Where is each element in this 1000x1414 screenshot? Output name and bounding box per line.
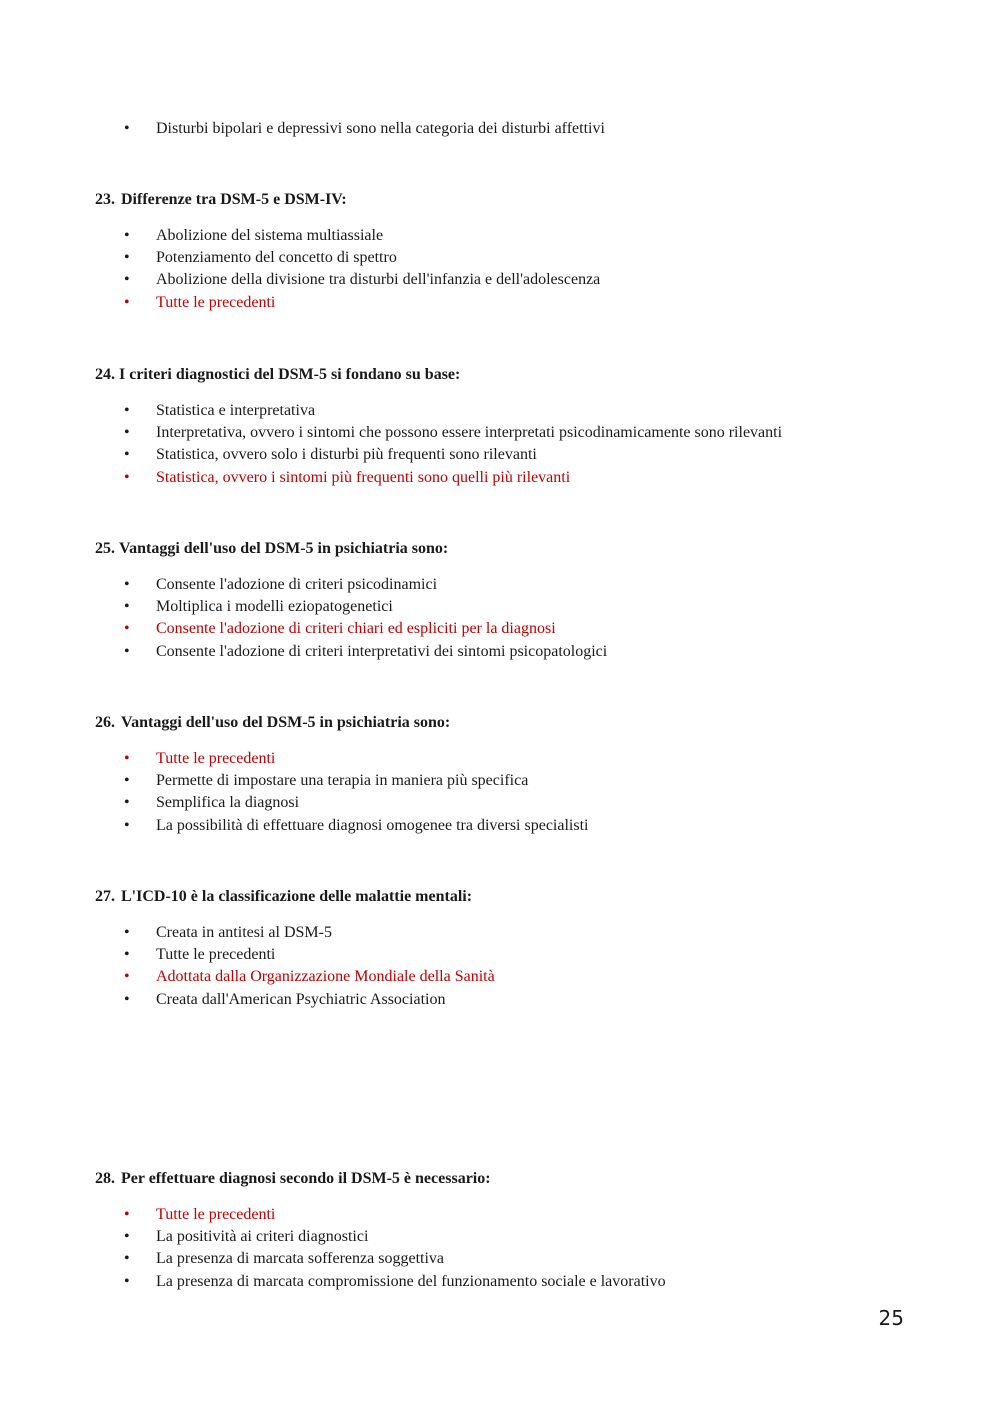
question-text: Differenze tra DSM-5 e DSM-IV:: [121, 191, 347, 208]
correct-option-item: • Statistica, ovvero i sintomi più frequenti sono quelli più rilevanti: [95, 467, 915, 489]
question-text: Vantaggi dell'uso del DSM-5 in psichiatria sono:: [121, 714, 451, 731]
options-list: [95, 400, 915, 489]
correct-option-item: • Tutte le precedenti: [95, 748, 915, 770]
option-item: • Interpretativa, ovvero i sintomi che possono essere interpretati psicodinamicamente sono rilevanti: [95, 422, 915, 444]
options-list: [95, 225, 915, 314]
question-28: [95, 1168, 915, 1293]
question-25: [95, 538, 915, 663]
page-number: 25: [878, 1306, 904, 1330]
option-item: • Creata dall'American Psychiatric Association: [95, 989, 915, 1011]
question-title: [95, 364, 915, 386]
options-list: [95, 1204, 915, 1293]
question-title: [95, 538, 915, 560]
option-item: • La possibilità di effettuare diagnosi omogenee tra diversi specialisti: [95, 815, 915, 837]
option-item: • Abolizione del sistema multiassiale: [95, 225, 915, 247]
question-number: 24.: [95, 366, 115, 383]
correct-option-item: • Tutte le precedenti: [95, 1204, 915, 1226]
option-item: • Semplifica la diagnosi: [95, 792, 915, 814]
option-item: • Moltiplica i modelli eziopatogenetici: [95, 596, 915, 618]
correct-option-item: • Consente l'adozione di criteri chiari ed espliciti per la diagnosi: [95, 618, 915, 640]
intro-block: [95, 118, 915, 140]
option-item: • Statistica e interpretativa: [95, 400, 915, 422]
options-list: [95, 748, 915, 837]
option-item: • Tutte le precedenti: [95, 944, 915, 966]
question-number: 26.: [95, 714, 115, 731]
option-item: • Abolizione della divisione tra disturbi dell'infanzia e dell'adolescenza: [95, 269, 915, 291]
question-27: [95, 886, 915, 1011]
question-text: I criteri diagnostici del DSM-5 si fondano su base:: [119, 366, 461, 383]
question-number: 27.: [95, 888, 115, 905]
option-item: • Consente l'adozione di criteri psicodinamici: [95, 574, 915, 596]
option-item: • La positività ai criteri diagnostici: [95, 1226, 915, 1248]
correct-option-item: • Tutte le precedenti: [95, 292, 915, 314]
option-item: • Creata in antitesi al DSM-5: [95, 922, 915, 944]
question-title: [95, 712, 915, 734]
question-title: [95, 1168, 915, 1190]
option-item: • Consente l'adozione di criteri interpretativi dei sintomi psicopatologici: [95, 641, 915, 663]
option-item: • Permette di impostare una terapia in maniera più specifica: [95, 770, 915, 792]
correct-option-item: • Adottata dalla Organizzazione Mondiale della Sanità: [95, 966, 915, 988]
option-item: • Statistica, ovvero solo i disturbi più frequenti sono rilevanti: [95, 444, 915, 466]
question-number: 28.: [95, 1170, 115, 1187]
question-text: Per effettuare diagnosi secondo il DSM-5 è necessario:: [121, 1170, 491, 1187]
question-title: [95, 886, 915, 908]
question-26: [95, 712, 915, 837]
question-24: [95, 364, 915, 489]
question-text: Vantaggi dell'uso del DSM-5 in psichiatria sono:: [119, 540, 449, 557]
intro-list: [95, 118, 915, 140]
option-item: • Potenziamento del concetto di spettro: [95, 247, 915, 269]
question-number: 23.: [95, 191, 115, 208]
question-number: 25.: [95, 540, 115, 557]
option-item: • La presenza di marcata compromissione del funzionamento sociale e lavorativo: [95, 1271, 915, 1293]
options-list: [95, 574, 915, 663]
question-23: [95, 189, 915, 314]
question-title: [95, 189, 915, 211]
option-item: • La presenza di marcata sofferenza soggettiva: [95, 1248, 915, 1270]
intro-item: • Disturbi bipolari e depressivi sono nella categoria dei disturbi affettivi: [95, 118, 915, 140]
options-list: [95, 922, 915, 1011]
question-text: L'ICD-10 è la classificazione delle malattie mentali:: [121, 888, 473, 905]
